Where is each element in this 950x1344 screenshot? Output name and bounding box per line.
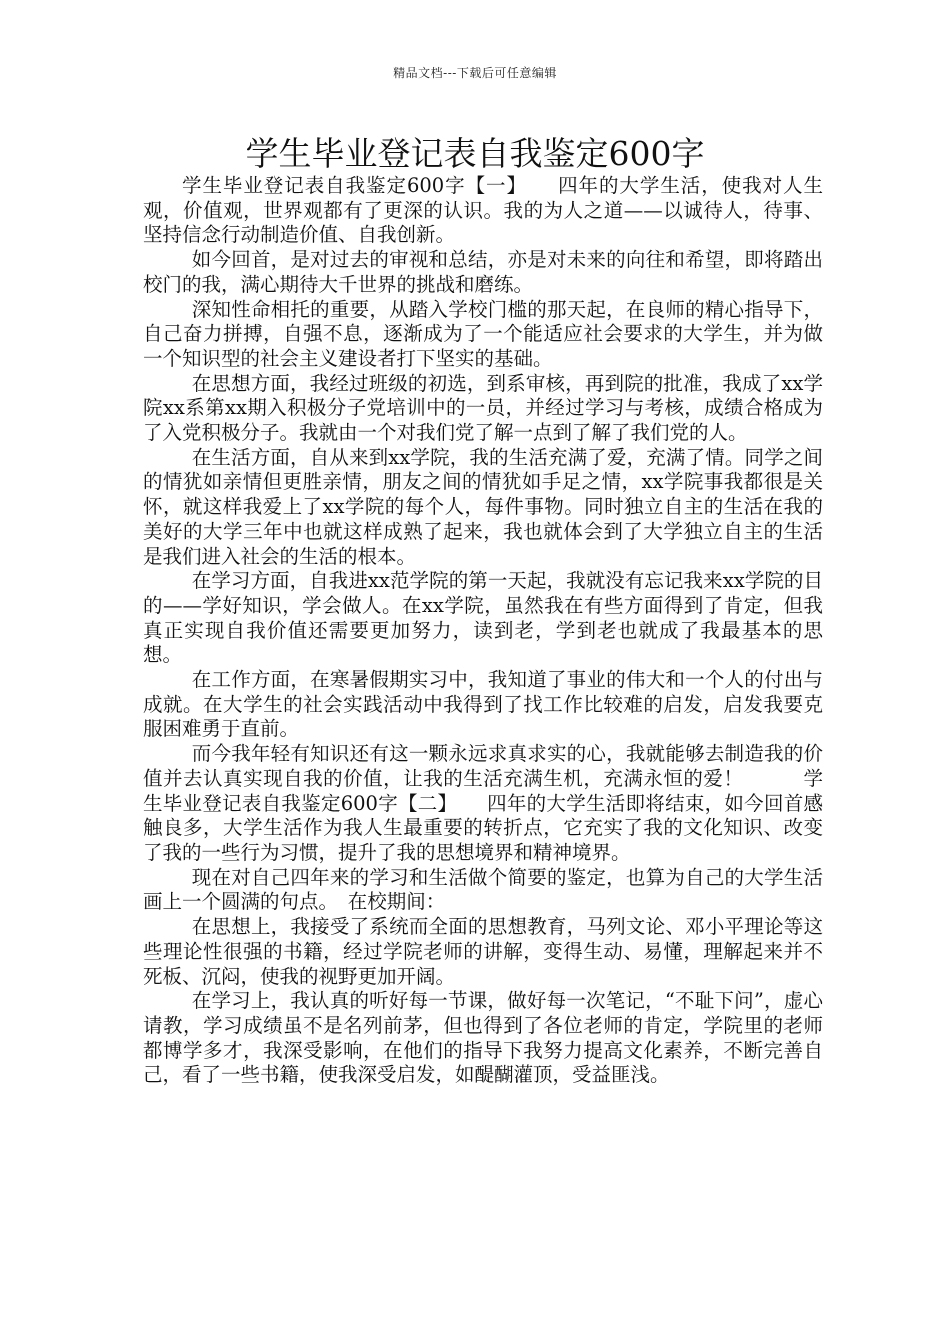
paragraph: 如今回首，是对过去的审视和总结，亦是对未来的向往和希望，即将踏出校门的我，满心期待大千世界的挑战和磨练。 — [143, 248, 823, 296]
paragraph: 现在对自己四年来的学习和生活做个简要的鉴定，也算为自己的大学生活画上一个圆满的句点。 在校期间： — [143, 865, 823, 914]
paragraph: 在生活方面，自从来到xx学院，我的生活充满了爱，充满了情。同学之间的情犹如亲情但更胜亲情，朋友之间的情犹如手足之情，xx学院事我都很是关怀，就这样我爱上了xx学院的每个人，每件事物。同时独立自主的生活在我的美好的大学三年中也就这样成熟了起来，我也就体会到了大学独立自主的生活是我们进入社会的生活的根本。 — [143, 445, 823, 568]
paragraph: 在思想上，我接受了系统而全面的思想教育，马列文论、邓小平理论等这些理论性很强的书籍，经过学院老师的讲解，变得生动、易懂，理解起来并不死板、沉闷，使我的视野更加开阔。 — [143, 915, 823, 988]
paragraph: 而今我年轻有知识还有这一颗永远求真求实的心，我就能够去制造我的价值并去认真实现自我的价值，让我的生活充满生机，充满永恒的爱！ 学生毕业登记表自我鉴定600字【二】 四年的大学生活即将结束，如今回首感触良多，大学生活作为我人生最重要的转折点，它充实了我的文化知识、改变了我的一些行为习惯，提升了我的思想境界和精神境界。 — [143, 742, 823, 864]
paragraph: 在工作方面，在寒暑假期实习中，我知道了事业的伟大和一个人的付出与成就。在大学生的社会实践活动中我得到了找工作比较难的启发，启发我要克服困难勇于直前。 — [143, 668, 823, 741]
document-title: 学生毕业登记表自我鉴定600字 — [245, 134, 705, 173]
document-body — [143, 174, 823, 1088]
paragraph: 在思想方面，我经过班级的初选，到系审核，再到院的批准，我成了xx学院xx系第xx期入积极分子党培训中的一员，并经过学习与考核，成绩合格成为了入党积极分子。我就由一个对我们党了解一点到了解了我们党的人。 — [143, 371, 823, 445]
paragraph: 在学习上，我认真的听好每一节课，做好每一次笔记，“不耻下问”，虚心请教，学习成绩虽不是名列前茅，但也得到了各位老师的肯定，学院里的老师都博学多才，我深受影响，在他们的指导下我努力提高文化素养，不断完善自己，看了一些书籍，使我深受启发，如醍醐灌顶，受益匪浅。 — [143, 989, 823, 1087]
header-note: 精品文档---下载后可任意编辑 — [393, 66, 557, 80]
paragraph: 深知性命相托的重要，从踏入学校门槛的那天起，在良师的精心指导下，自己奋力拼搏，自强不息，逐渐成为了一个能适应社会要求的大学生，并为做一个知识型的社会主义建设者打下坚实的基础。 — [143, 297, 823, 370]
paragraph: 学生毕业登记表自我鉴定600字【一】 四年的大学生活，使我对人生观，价值观，世界观都有了更深的认识。我的为人之道——以诚待人，待事、坚持信念行动制造价值、自我创新。 — [143, 174, 823, 247]
paragraph: 在学习方面，自我进xx范学院的第一天起，我就没有忘记我来xx学院的目的——学好知识，学会做人。在xx学院，虽然我在有些方面得到了肯定，但我真正实现自我价值还需要更加努力，读到老，学到老也就成了我最基本的思想。 — [143, 569, 823, 667]
